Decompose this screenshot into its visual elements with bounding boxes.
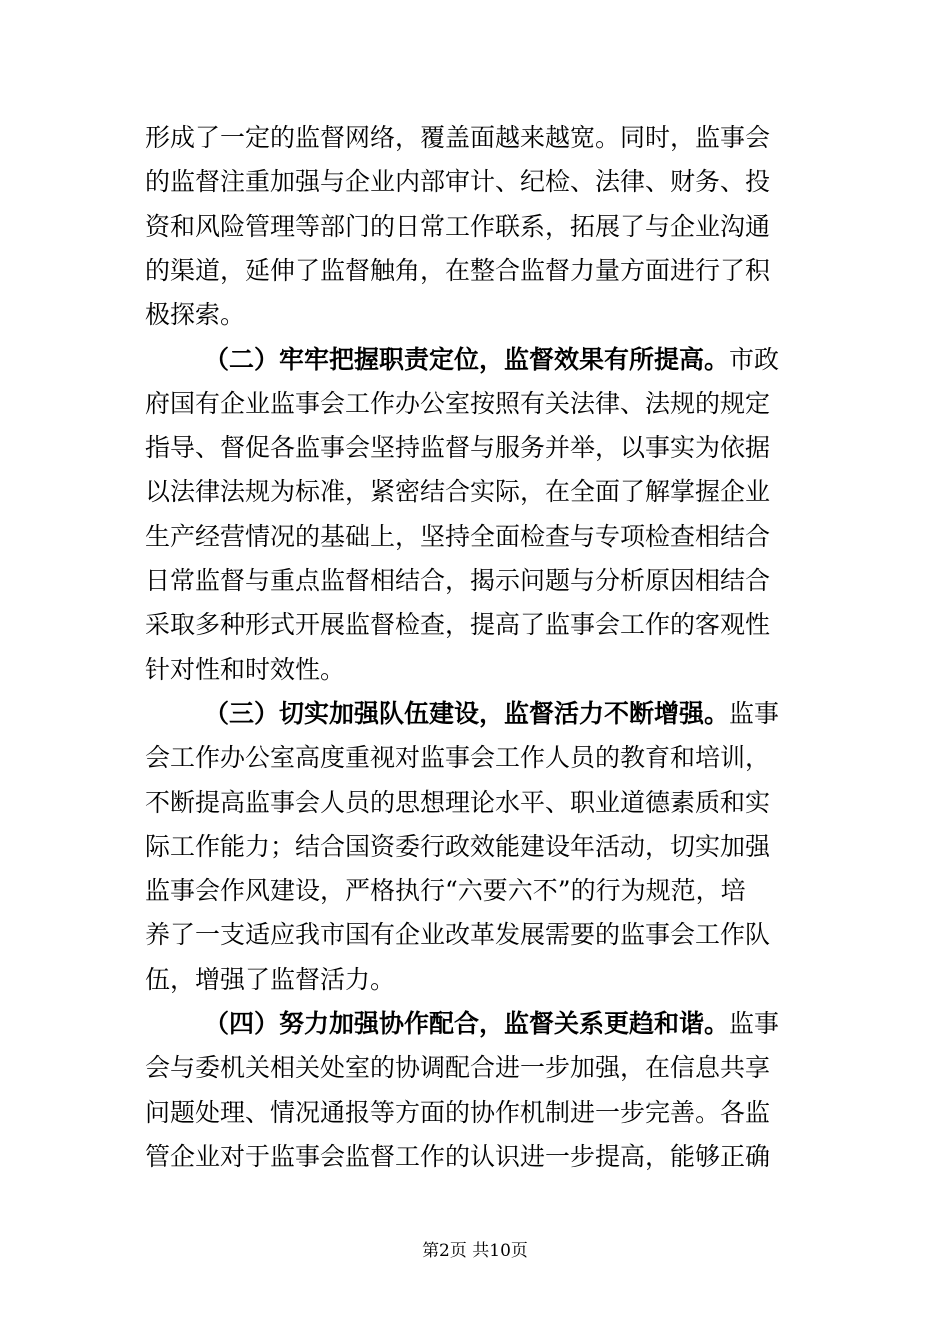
line-text: 养了一支适应我市国有企业改革发展需要的监事会工作队 bbox=[145, 920, 771, 950]
line-text: 监事 bbox=[729, 1009, 780, 1038]
line-text: 极探索。 bbox=[145, 300, 246, 330]
line-text: 管企业对于监事会监督工作的认识进一步提高，能够正确 bbox=[145, 1141, 771, 1171]
line-text: 形成了一定的监督网络，覆盖面越来越宽。同时，监事会 bbox=[145, 123, 771, 152]
text-line bbox=[145, 251, 803, 291]
text-line bbox=[204, 694, 803, 734]
text-line bbox=[204, 1004, 803, 1044]
text-line bbox=[145, 960, 803, 1000]
line-text: 监事 bbox=[729, 698, 780, 728]
section-heading: （三）切实加强队伍建设，监督活力不断增强。 bbox=[204, 698, 730, 728]
text-line bbox=[145, 783, 803, 823]
section-heading: （二）牢牢把握职责定位，监督效果有所提高。 bbox=[204, 344, 730, 374]
text-line bbox=[204, 340, 803, 380]
line-text: 伍，增强了监督活力。 bbox=[145, 964, 396, 994]
text-line bbox=[145, 517, 803, 557]
text-line bbox=[145, 738, 803, 778]
text-line bbox=[145, 1137, 803, 1177]
line-text: 针对性和时效性。 bbox=[145, 654, 346, 684]
line-text: 府国有企业监事会工作办公室按照有关法律、法规的规定 bbox=[145, 388, 771, 418]
line-text: 际工作能力；结合国资委行政效能建设年活动，切实加强 bbox=[145, 831, 771, 861]
line-text: 会与委机关相关处室的协调配合进一步加强，在信息共享 bbox=[145, 1053, 771, 1083]
text-line bbox=[145, 207, 803, 247]
line-text: 采取多种形式开展监督检查，提高了监事会工作的客观性 bbox=[145, 610, 771, 640]
line-text: 会工作办公室高度重视对监事会工作人员的教育和培训， bbox=[145, 743, 771, 773]
text-line bbox=[145, 162, 803, 202]
text-line bbox=[145, 118, 803, 158]
text-line bbox=[145, 561, 803, 601]
text-line bbox=[145, 605, 803, 645]
line-text: 指导、督促各监事会坚持监督与服务并举，以事实为依据 bbox=[145, 433, 771, 463]
line-text: 资和风险管理等部门的日常工作联系，拓展了与企业沟通 bbox=[145, 211, 771, 241]
page-footer: 第2页 共10页 bbox=[422, 1241, 528, 1261]
line-text: 日常监督与重点监督相结合，揭示问题与分析原因相结合 bbox=[145, 566, 771, 595]
line-text: 的渠道，延伸了监督触角，在整合监督力量方面进行了积 bbox=[145, 255, 771, 285]
text-line bbox=[145, 827, 803, 867]
line-text: 生产经营情况的基础上，坚持全面检查与专项检查相结合 bbox=[145, 521, 771, 551]
text-line bbox=[145, 1093, 803, 1133]
text-line bbox=[145, 295, 803, 335]
text-line bbox=[145, 915, 803, 955]
text-line bbox=[145, 650, 803, 690]
text-line bbox=[145, 1048, 803, 1088]
line-text: 的监督注重加强与企业内部审计、纪检、法律、财务、投 bbox=[145, 167, 771, 197]
text-line bbox=[145, 472, 803, 512]
text-line bbox=[145, 428, 803, 468]
text-line bbox=[145, 384, 803, 424]
line-text: 市政 bbox=[729, 344, 780, 374]
text-line bbox=[145, 871, 803, 911]
line-text: 不断提高监事会人员的思想理论水平、职业道德素质和实 bbox=[145, 787, 771, 817]
line-text: 以法律法规为标准，紧密结合实际，在全面了解掌握企业 bbox=[145, 477, 771, 507]
line-text: 监事会作风建设，严格执行“六要六不”的行为规范，培 bbox=[145, 876, 746, 906]
section-heading: （四）努力加强协作配合，监督关系更趋和谐。 bbox=[204, 1009, 730, 1038]
line-text: 问题处理、情况通报等方面的协作机制进一步完善。各监 bbox=[145, 1097, 771, 1127]
